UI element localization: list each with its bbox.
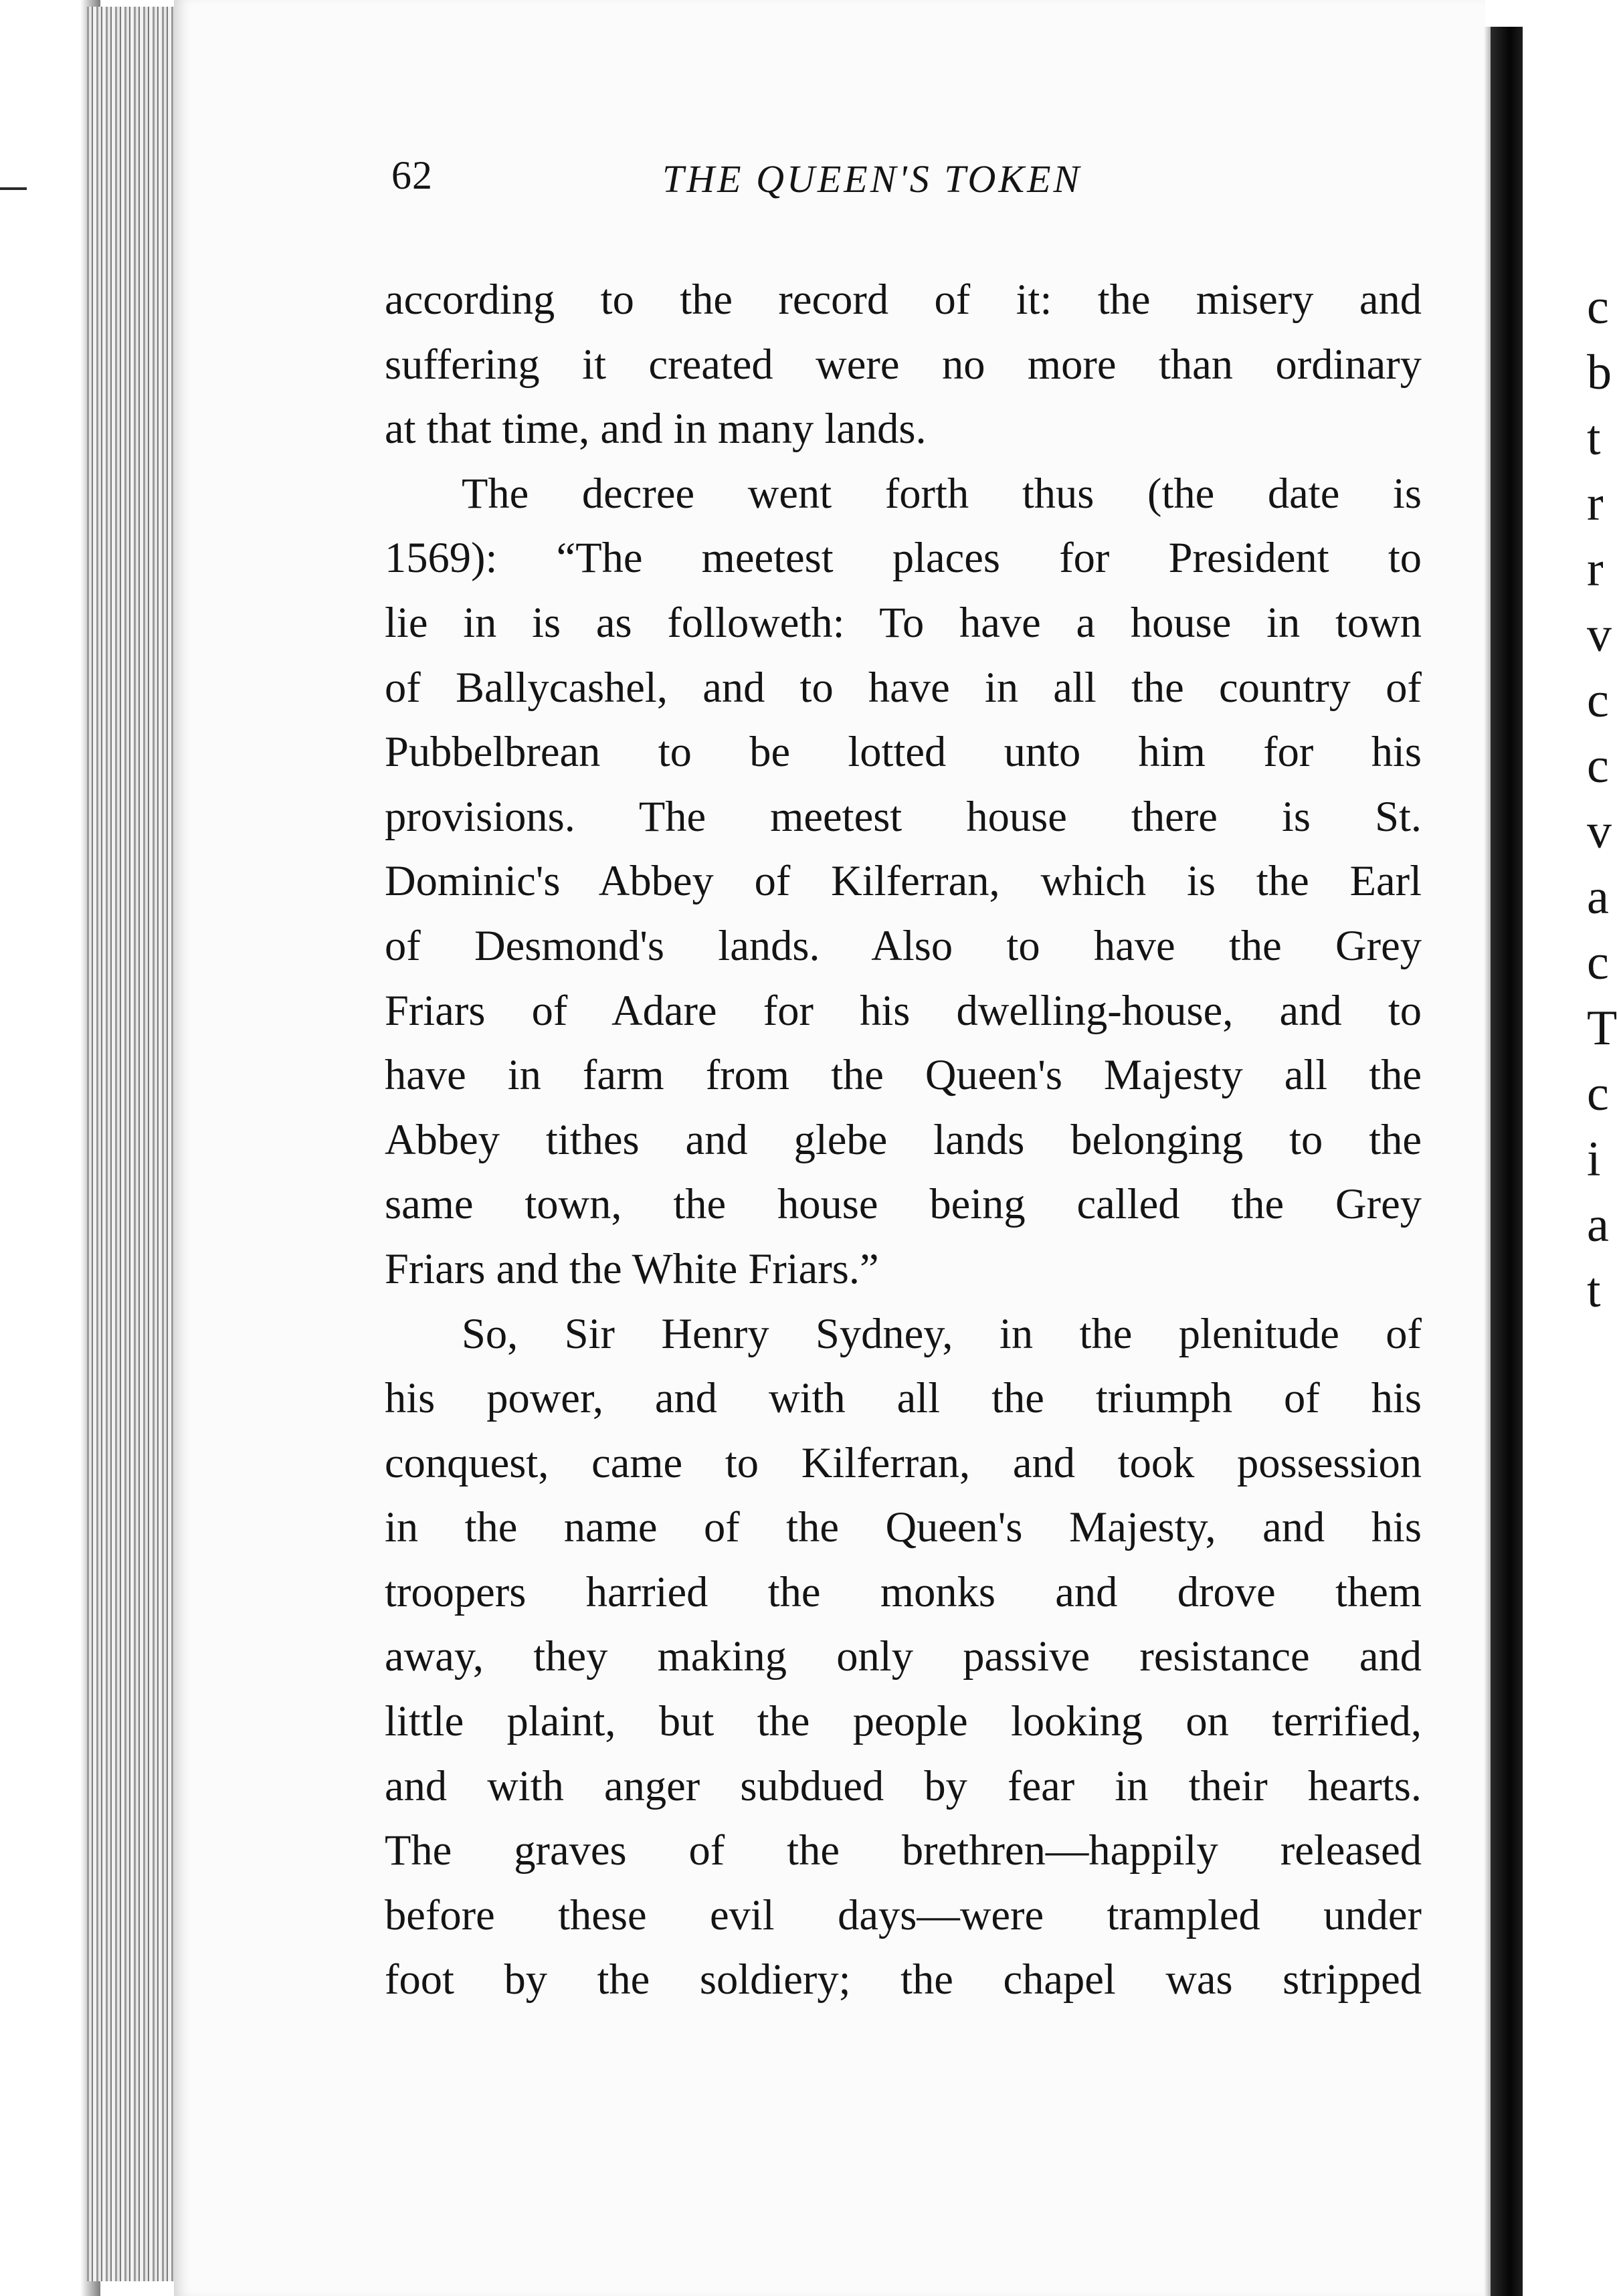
facing-page-fragment: b bbox=[1587, 345, 1612, 400]
text-line: his power, and with all the triumph of his bbox=[385, 1374, 1422, 1422]
text-line: in the name of the Queen's Majesty, and his bbox=[385, 1503, 1422, 1551]
running-head: THE QUEEN'S TOKEN bbox=[662, 157, 1082, 201]
facing-page-fragment: c bbox=[1587, 739, 1609, 793]
text-line: 1569): “The meetest places for President to bbox=[385, 534, 1422, 582]
text-line: lie in is as followeth: To have a house in town bbox=[385, 598, 1422, 646]
facing-page-fragment: v bbox=[1587, 804, 1612, 859]
text-line: Dominic's Abbey of Kilferran, which is the Earl bbox=[385, 857, 1422, 905]
body-text bbox=[385, 268, 1422, 2012]
book-left-shadow bbox=[0, 0, 100, 2296]
text-line: have in farm from the Queen's Majesty all the bbox=[385, 1051, 1422, 1099]
facing-page-fragment: c bbox=[1587, 1066, 1609, 1121]
text-line: foot by the soldiery; the chapel was stripped bbox=[385, 1955, 1422, 2004]
page-edges bbox=[87, 7, 187, 2281]
text-line: of Ballycashel, and to have in all the country of bbox=[385, 663, 1422, 711]
facing-page-fragment: r bbox=[1587, 476, 1604, 531]
text-line: and with anger subdued by fear in their hearts. bbox=[385, 1761, 1422, 1810]
page-header bbox=[391, 153, 1161, 213]
text-line: Pubbelbrean to be lotted unto him for his bbox=[385, 728, 1422, 776]
facing-page-fragment: t bbox=[1587, 1263, 1601, 1318]
facing-page-fragment: t bbox=[1587, 411, 1601, 466]
text-line: provisions. The meetest house there is St. bbox=[385, 792, 1422, 840]
facing-page-fragment: T bbox=[1587, 1001, 1617, 1056]
facing-page-fragment: a bbox=[1587, 870, 1609, 925]
facing-page-fragment: c bbox=[1587, 280, 1609, 334]
text-line: same town, the house being called the Grey bbox=[385, 1180, 1422, 1228]
text-line: Friars of Adare for his dwelling-house, and to bbox=[385, 986, 1422, 1034]
text-line: according to the record of it: the misery and bbox=[385, 276, 1422, 323]
text-line: The graves of the brethren—happily released bbox=[385, 1826, 1422, 1875]
text-line: away, they making only passive resistance and bbox=[385, 1632, 1422, 1681]
text-line: suffering it created were no more than ordinary bbox=[385, 340, 1422, 388]
facing-page-fragment: r bbox=[1587, 542, 1604, 597]
text-line: before these evil days—were trampled under bbox=[385, 1891, 1422, 1939]
text-line: Abbey tithes and glebe lands belonging to the bbox=[385, 1115, 1422, 1163]
facing-page-fragment: v bbox=[1587, 607, 1612, 662]
page-number: 62 bbox=[391, 153, 433, 197]
facing-page-fragment: a bbox=[1587, 1198, 1609, 1252]
facing-page-fragment: c bbox=[1587, 673, 1609, 728]
facing-page-text-fragments bbox=[1587, 274, 1617, 1323]
facing-page-fragment: c bbox=[1587, 935, 1609, 990]
text-line: So, Sir Henry Sydney, in the plenitude of bbox=[462, 1309, 1422, 1357]
text-line: of Desmond's lands. Also to have the Grey bbox=[385, 921, 1422, 969]
book-gutter bbox=[1491, 27, 1523, 2296]
scan-margin-mark bbox=[0, 187, 27, 190]
text-line: troopers harried the monks and drove them bbox=[385, 1567, 1422, 1616]
facing-page-fragment: i bbox=[1587, 1132, 1601, 1187]
text-line: The decree went forth thus (the date is bbox=[462, 469, 1422, 517]
text-line: conquest, came to Kilferran, and took possession bbox=[385, 1438, 1422, 1487]
text-line: at that time, and in many lands. bbox=[385, 405, 927, 453]
text-line: Friars and the White Friars.” bbox=[385, 1244, 879, 1293]
text-line: little plaint, but the people looking on terrified, bbox=[385, 1697, 1422, 1745]
